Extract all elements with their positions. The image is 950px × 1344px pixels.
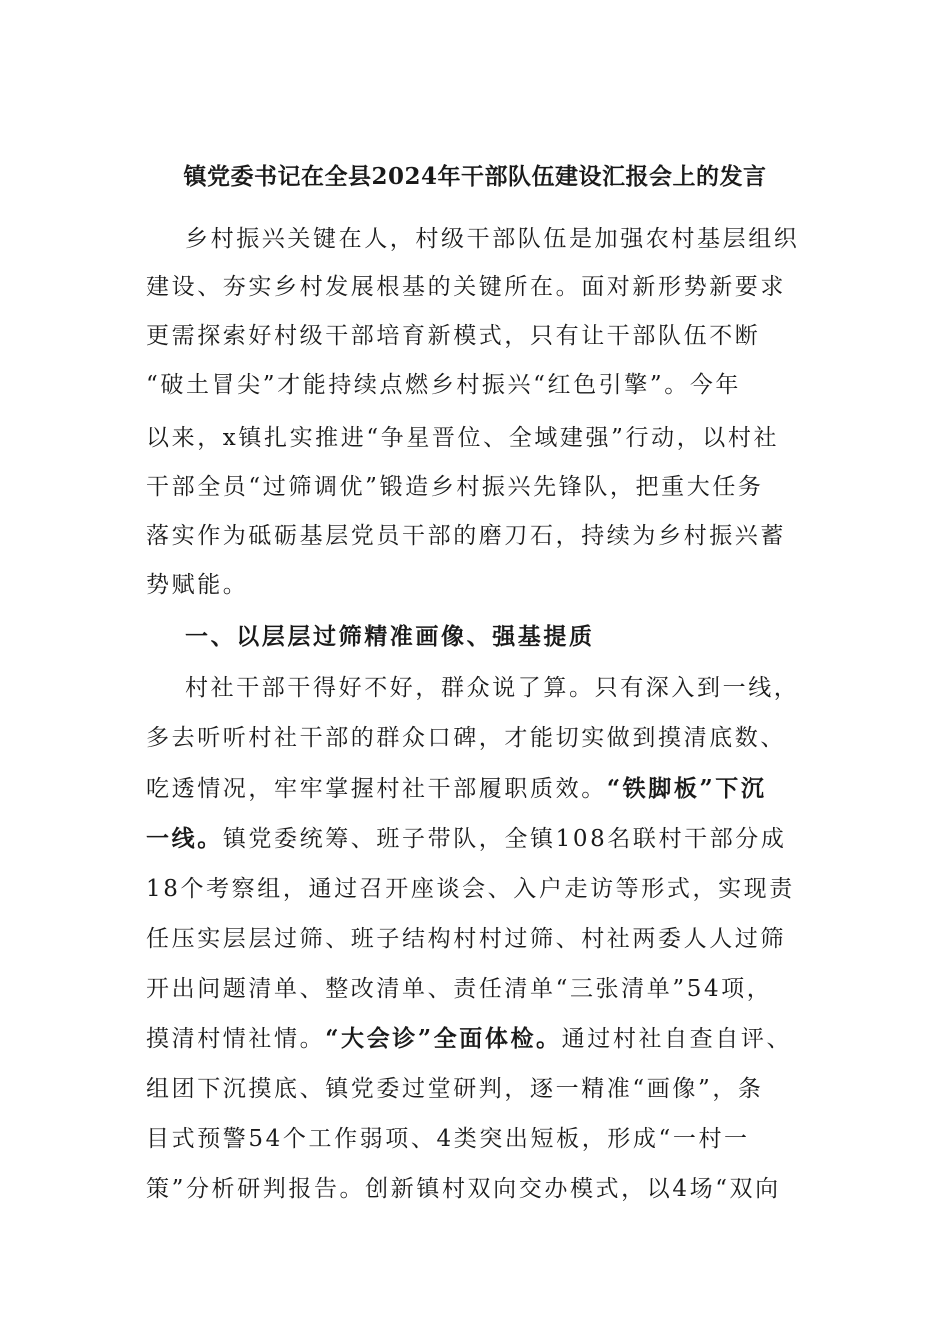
paragraph-line: 多去听听村社干部的群众口碑，才能切实做到摸清底数、 <box>146 725 786 751</box>
document-title: 镇党委书记在全县2024年干部队伍建设汇报会上的发言 <box>183 163 767 190</box>
paragraph-line: 策”分析研判报告。创新镇村双向交办模式，以4场“双向 <box>146 1176 781 1202</box>
section-heading: 一、以层层过筛精准画像、强基提质 <box>185 623 595 650</box>
paragraph-line: 村社干部干得好不好，群众说了算。只有深入到一线， <box>185 675 800 701</box>
text-run: 镇党委统筹、班子带队，全镇108名联村干部分成 <box>222 826 787 852</box>
paragraph-line: “破土冒尖”才能持续点燃乡村振兴“红色引擎”。今年 <box>146 372 742 398</box>
paragraph-line: 乡村振兴关键在人，村级干部队伍是加强农村基层组织 <box>185 226 800 252</box>
paragraph-line <box>146 772 836 806</box>
text-run: 通过村社自查自评、 <box>561 1026 793 1052</box>
bold-lead: “铁脚板”下沉 <box>606 775 767 802</box>
paragraph-line: 18个考察组，通过召开座谈会、入户走访等形式，实现责 <box>146 876 795 902</box>
bold-lead: 一线。 <box>146 825 223 852</box>
paragraph-line <box>146 822 836 856</box>
paragraph-line: 目式预警54个工作弱项、4类突出短板，形成“一村一 <box>146 1126 750 1152</box>
paragraph-line: 任压实层层过筛、班子结构村村过筛、村社两委人人过筛 <box>146 926 786 952</box>
paragraph-line: 建设、夯实乡村发展根基的关键所在。面对新形势新要求 <box>146 274 786 300</box>
paragraph-line <box>146 1022 836 1056</box>
paragraph-line: 以来，x镇扎实推进“争星晋位、全域建强”行动，以村社 <box>146 425 780 451</box>
paragraph-line: 开出问题清单、整改清单、责任清单“三张清单”54项， <box>146 976 773 1002</box>
paragraph-line: 组团下沉摸底、镇党委过堂研判，逐一精准“画像”，条 <box>146 1076 764 1102</box>
paragraph-line: 势赋能。 <box>146 572 249 598</box>
paragraph-line: 落实作为砥砺基层党员干部的磨刀石，持续为乡村振兴蓄 <box>146 523 786 549</box>
paragraph-line: 干部全员“过筛调优”锻造乡村振兴先锋队，把重大任务 <box>146 474 764 500</box>
bold-lead: “大会诊”全面体检。 <box>325 1025 562 1052</box>
text-run: 吃透情况，牢牢掌握村社干部履职质效。 <box>146 776 607 802</box>
text-run: 摸清村情社情。 <box>146 1026 326 1052</box>
paragraph-line: 更需探索好村级干部培育新模式，只有让干部队伍不断 <box>146 323 761 349</box>
